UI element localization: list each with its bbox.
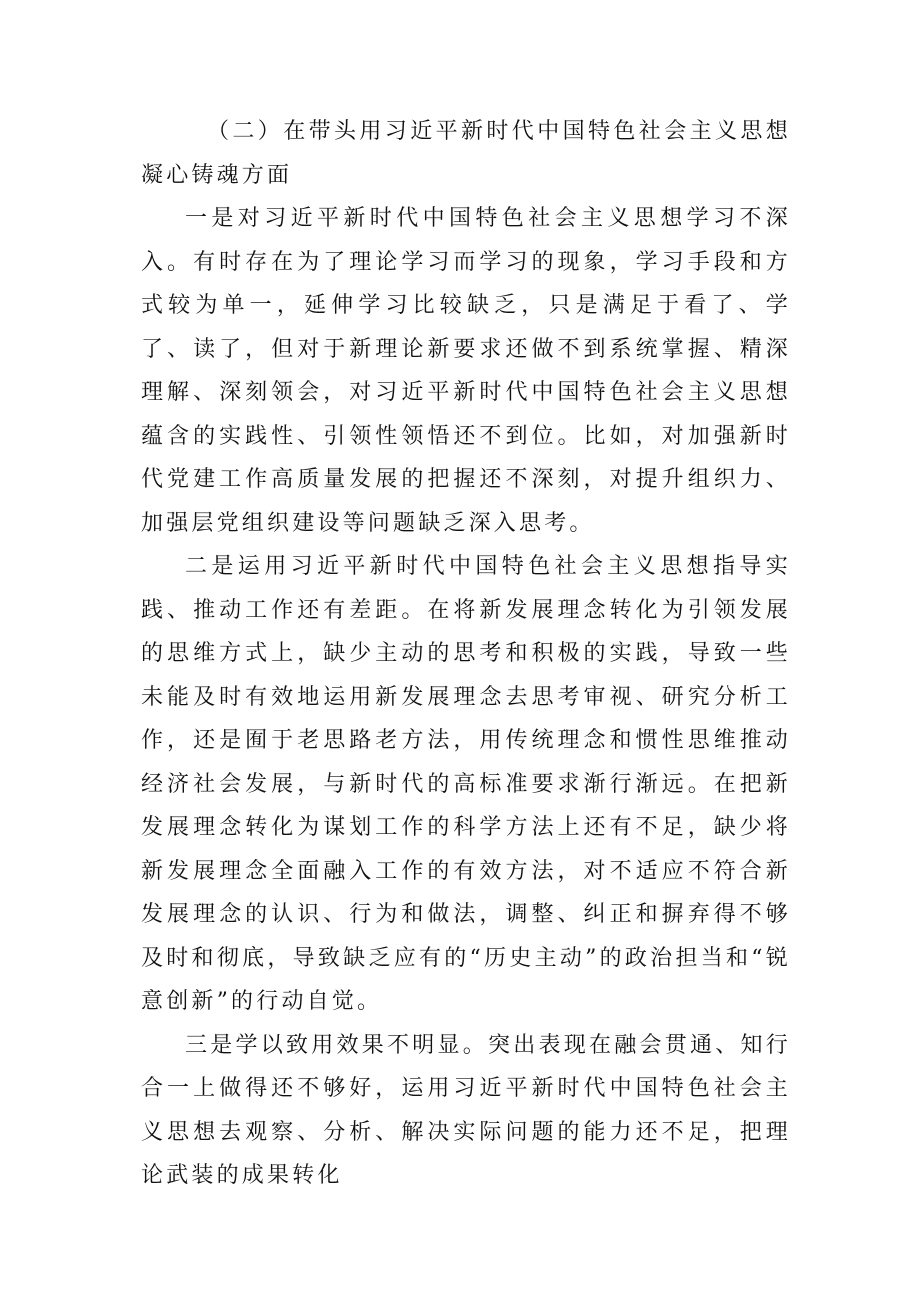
section-heading: （二）在带头用习近平新时代中国特色社会主义思想凝心铸魂方面 [141, 119, 791, 188]
paragraph-1: 一是对习近平新时代中国特色社会主义思想学习不深入。有时存在为了理论学习而学习的现象，学习手段和方式较为单一，延伸学习比较缺乏，只是满足于看了、学了、读了，但对于新理论新要求还做不到系统掌握、精深理解、深刻领会，对习近平新时代中国特色社会主义思想蕴含的实践性、引领性领悟还不到位。比如，对加强新时代党建工作高质量发展的把握还不深刻，对提升组织力、加强层党组织建设等问题缺乏深入思考。 [141, 206, 791, 536]
document-body [141, 110, 791, 1198]
paragraph-3: 三是学以致用效果不明显。突出表现在融会贯通、知行合一上做得还不够好，运用习近平新时代中国特色社会主义思想去观察、分析、解决实际问题的能力还不足，把理论武装的成果转化 [141, 1032, 791, 1188]
paragraph-2: 二是运用习近平新时代中国特色社会主义思想指导实践、推动工作还有差距。在将新发展理念转化为引领发展的思维方式上，缺少主动的思考和积极的实践，导致一些未能及时有效地运用新发展理念去思考审视、研究分析工作，还是囿于老思路老方法，用传统理念和惯性思维推动经济社会发展，与新时代的高标准要求渐行渐远。在把新发展理念转化为谋划工作的科学方法上还有不足，缺少将新发展理念全面融入工作的有效方法，对不适应不符合新发展理念的认识、行为和做法，调整、纠正和摒弃得不够及时和彻底，导致缺乏应有的“历史主动”的政治担当和“锐意创新”的行动自觉。 [141, 554, 791, 1014]
